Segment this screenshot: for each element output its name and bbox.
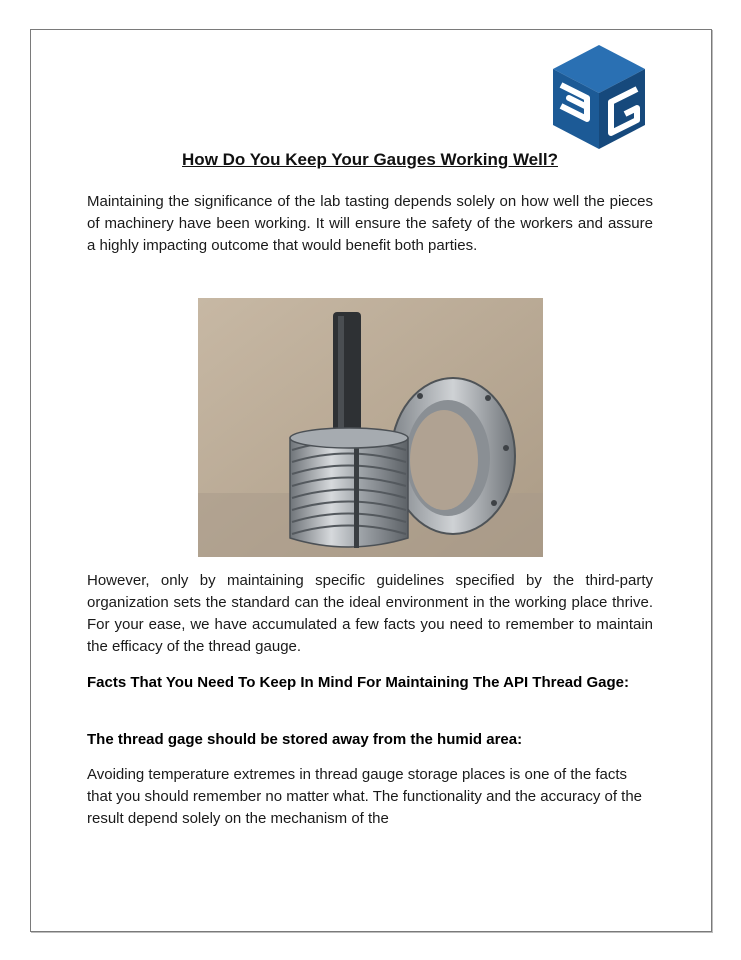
subsection-heading: The thread gage should be stored away from the humid area: xyxy=(87,731,523,748)
thread-gauge-photo xyxy=(198,298,543,557)
body-paragraph-2: Avoiding temperature extremes in thread gauge storage places is one of the facts that you should remember no matter what. The functionality and the accuracy of the result depend solely on the mechanism of the xyxy=(87,766,643,827)
intro-paragraph: Maintaining the significance of the lab tasting depends solely on how well the pieces of machinery have been working. It will ensure the safety of the workers and assure a highly impacting outcome that would benefit both parties. xyxy=(87,193,653,254)
document-title: How Do You Keep Your Gauges Working Well? xyxy=(182,150,558,169)
company-logo-icon xyxy=(553,45,645,149)
section-heading: Facts That You Need To Keep In Mind For Maintaining The API Thread Gage: xyxy=(87,674,629,691)
body-paragraph-1: However, only by maintaining specific guidelines specified by the third-party organization sets the standard can the ideal environment in the working place thrive. For your ease, we have accumulated a few facts you need to remember to maintain the efficacy of the thread gauge. xyxy=(87,572,653,655)
